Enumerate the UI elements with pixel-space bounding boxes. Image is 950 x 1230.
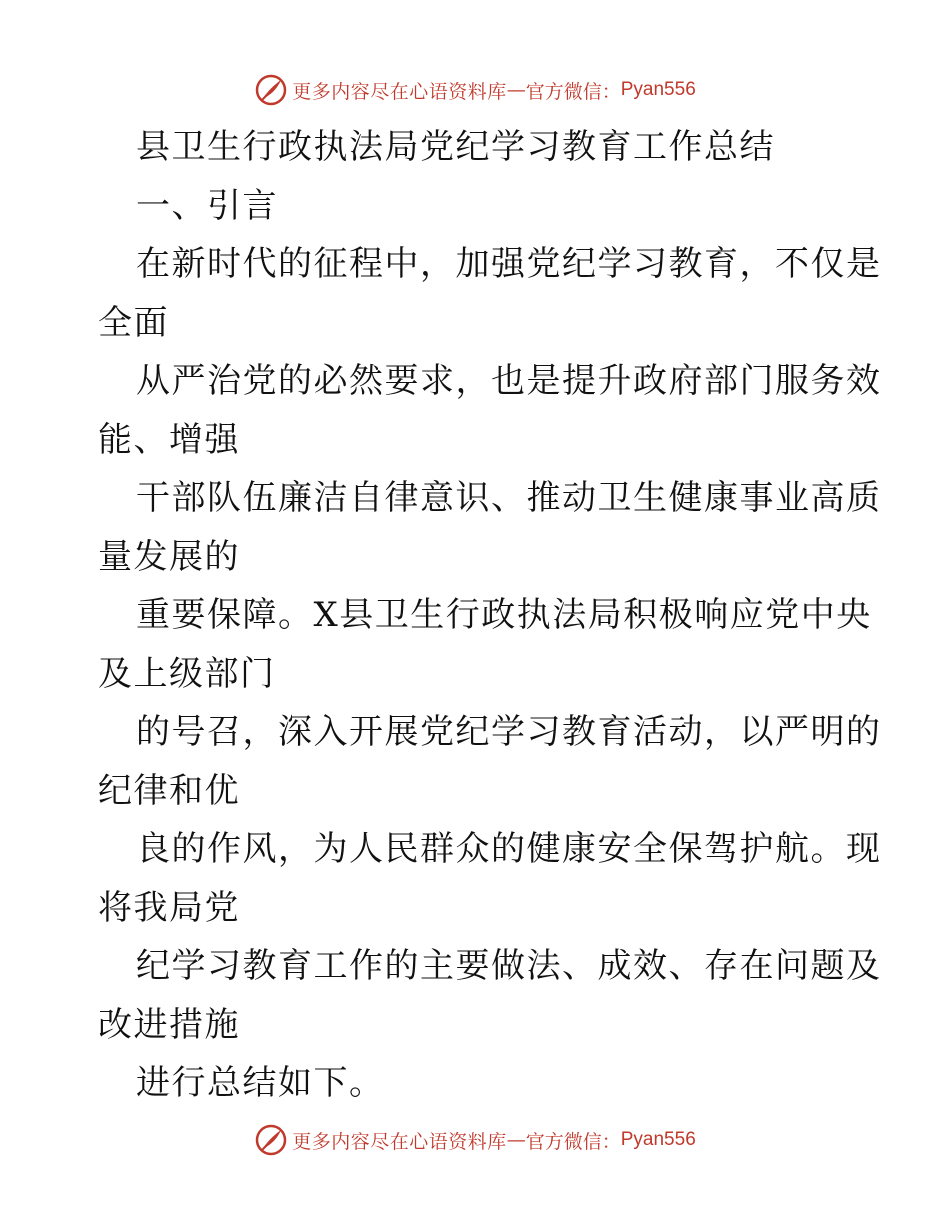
paragraph-line: 量发展的 — [98, 536, 240, 577]
paragraph-line: 在新时代的征程中，加强党纪学习教育，不仅是 — [136, 244, 882, 284]
document-title: 县卫生行政执法局党纪学习教育工作总结 — [136, 127, 775, 167]
watermark-separator: — — [506, 1129, 526, 1151]
watermark-label: 官方微信： — [525, 1130, 621, 1153]
paragraph-line: 良的作风，为人民群众的健康安全保驾护航。现 — [136, 829, 882, 869]
feather-pen-logo-icon — [254, 73, 288, 107]
paragraph-line: 干部队伍廉洁自律意识、推动卫生健康事业高质 — [136, 478, 882, 518]
footer-watermark — [0, 1120, 950, 1160]
section-heading: 一、引言 — [136, 185, 278, 226]
paragraph-line: 纪律和优 — [98, 770, 240, 811]
watermark-site-text: 更多内容尽在心语资料库 — [292, 1130, 507, 1153]
watermark-label: 官方微信： — [525, 80, 621, 103]
paragraph-line: 全面 — [98, 302, 169, 343]
paragraph-line: 将我局党 — [98, 887, 240, 928]
watermark-site-text: 更多内容尽在心语资料库 — [292, 80, 507, 103]
paragraph-line: 进行总结如下。 — [136, 1063, 385, 1103]
feather-pen-logo-icon — [254, 1123, 288, 1157]
watermark-separator: — — [506, 79, 526, 101]
paragraph-line: 重要保障。X县卫生行政执法局积极响应党中央 — [136, 595, 872, 635]
paragraph-line: 改进措施 — [98, 1004, 240, 1045]
document-body — [98, 118, 882, 1113]
paragraph-line: 能、增强 — [98, 419, 240, 460]
paragraph-line: 从严治党的必然要求，也是提升政府部门服务效 — [136, 361, 882, 401]
watermark-wechat-id: Pyan556 — [620, 79, 696, 100]
paragraph-line: 及上级部门 — [98, 653, 276, 694]
paragraph-line: 的号召，深入开展党纪学习教育活动，以严明的 — [136, 712, 882, 752]
watermark-wechat-id: Pyan556 — [620, 1129, 696, 1150]
header-watermark — [0, 70, 950, 110]
paragraph-line: 纪学习教育工作的主要做法、成效、存在问题及 — [136, 946, 882, 986]
